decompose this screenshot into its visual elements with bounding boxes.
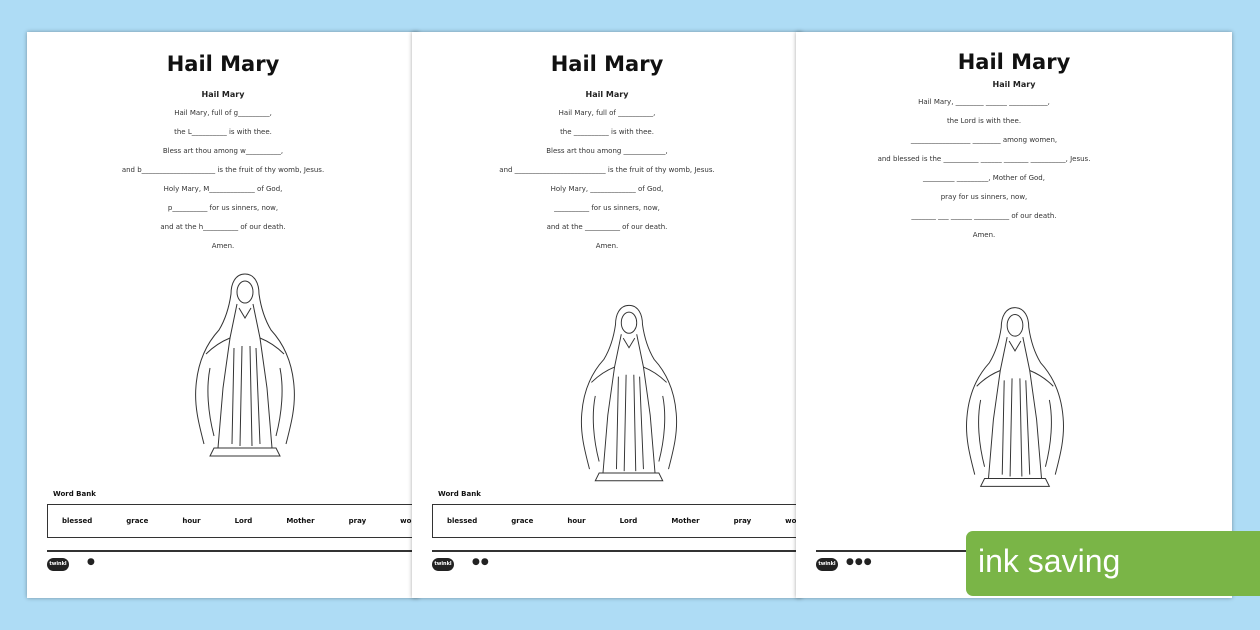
prayer-line: the Lord is with thee.: [946, 117, 1022, 125]
prayer-lines: [412, 104, 802, 256]
twinkl-logo: twinkl: [47, 558, 69, 571]
prayer-line: Amen.: [595, 242, 619, 250]
difficulty-dots: ●●: [472, 557, 490, 567]
word-bank-word: pray: [348, 517, 367, 525]
word-bank-word: pray: [733, 517, 752, 525]
footer-divider: [816, 550, 972, 552]
prayer-lines: [27, 104, 419, 256]
page-subtitle: Hail Mary: [585, 90, 629, 99]
prayer-line: and __________________________ is the fruit of thy womb, Jesus.: [499, 166, 715, 174]
word-bank-word: Mother: [286, 517, 315, 525]
prayer-line: pray for us sinners, now,: [940, 193, 1028, 201]
word-bank-label: Word Bank: [438, 490, 481, 498]
word-bank-word: wo: [400, 517, 412, 525]
word-bank-word: blessed: [62, 517, 93, 525]
prayer-line: Holy Mary, _____________ of God,: [550, 185, 664, 193]
page-subtitle: Hail Mary: [201, 90, 245, 99]
mary-statue-illustration: [961, 300, 1069, 496]
prayer-line: __________ for us sinners, now,: [554, 204, 660, 212]
prayer-line: Holy Mary, M_____________ of God,: [163, 185, 283, 193]
prayer-line: _________ _________, Mother of God,: [923, 174, 1045, 182]
word-bank-word: grace: [126, 517, 149, 525]
prayer-lines: [796, 93, 1172, 245]
prayer-line: Amen.: [211, 242, 235, 250]
prayer-line: and b_____________________ is the fruit of thy womb, Jesus.: [121, 166, 325, 174]
prayer-line: Bless art thou among w__________,: [162, 147, 284, 155]
word-bank-word: wo: [785, 517, 797, 525]
prayer-line: and at the h__________ of our death.: [160, 223, 286, 231]
difficulty-dots: ●: [87, 557, 96, 567]
mary-statue-illustration: [190, 268, 300, 464]
twinkl-logo: twinkl: [816, 558, 838, 571]
word-bank-word: Lord: [234, 517, 253, 525]
prayer-line: Hail Mary, ________ ______ ___________,: [918, 98, 1050, 106]
page-title: Hail Mary: [550, 52, 664, 76]
footer-divider: [47, 550, 419, 552]
page-title: Hail Mary: [166, 52, 280, 76]
prayer-line: Hail Mary, full of g_________,: [174, 109, 272, 117]
word-bank-word: blessed: [447, 517, 478, 525]
page-subtitle: Hail Mary: [992, 80, 1036, 89]
worksheet-page-1: [27, 32, 419, 598]
difficulty-dots: ●●●: [846, 557, 873, 567]
worksheet-page-3: [796, 32, 1232, 598]
prayer-line: _______ ___ ______ __________ of our death.: [911, 212, 1057, 220]
mary-statue-illustration: [576, 296, 682, 492]
word-bank-word: grace: [511, 517, 534, 525]
worksheet-page-2: [412, 32, 802, 598]
footer-divider: [432, 550, 802, 552]
prayer-line: _________________ ________ among women,: [910, 136, 1058, 144]
word-bank: [47, 504, 419, 538]
prayer-line: and at the __________ of our death.: [546, 223, 668, 231]
twinkl-logo: twinkl: [432, 558, 454, 571]
prayer-line: and blessed is the __________ ______ _______ __________, Jesus.: [877, 155, 1091, 163]
prayer-line: Bless art thou among ____________,: [546, 147, 668, 155]
word-bank-word: hour: [567, 517, 586, 525]
word-bank: [432, 504, 802, 538]
prayer-line: the __________ is with thee.: [560, 128, 654, 136]
prayer-line: p__________ for us sinners, now,: [167, 204, 279, 212]
word-bank-label: Word Bank: [53, 490, 96, 498]
prayer-line: Amen.: [972, 231, 996, 239]
prayer-line: Hail Mary, full of __________,: [558, 109, 656, 117]
word-bank-word: Lord: [619, 517, 638, 525]
page-title: Hail Mary: [957, 50, 1071, 74]
word-bank-word: hour: [182, 517, 201, 525]
prayer-line: the L__________ is with thee.: [174, 128, 272, 136]
ink-saving-badge: ink saving: [966, 531, 1260, 596]
word-bank-word: Mother: [671, 517, 700, 525]
